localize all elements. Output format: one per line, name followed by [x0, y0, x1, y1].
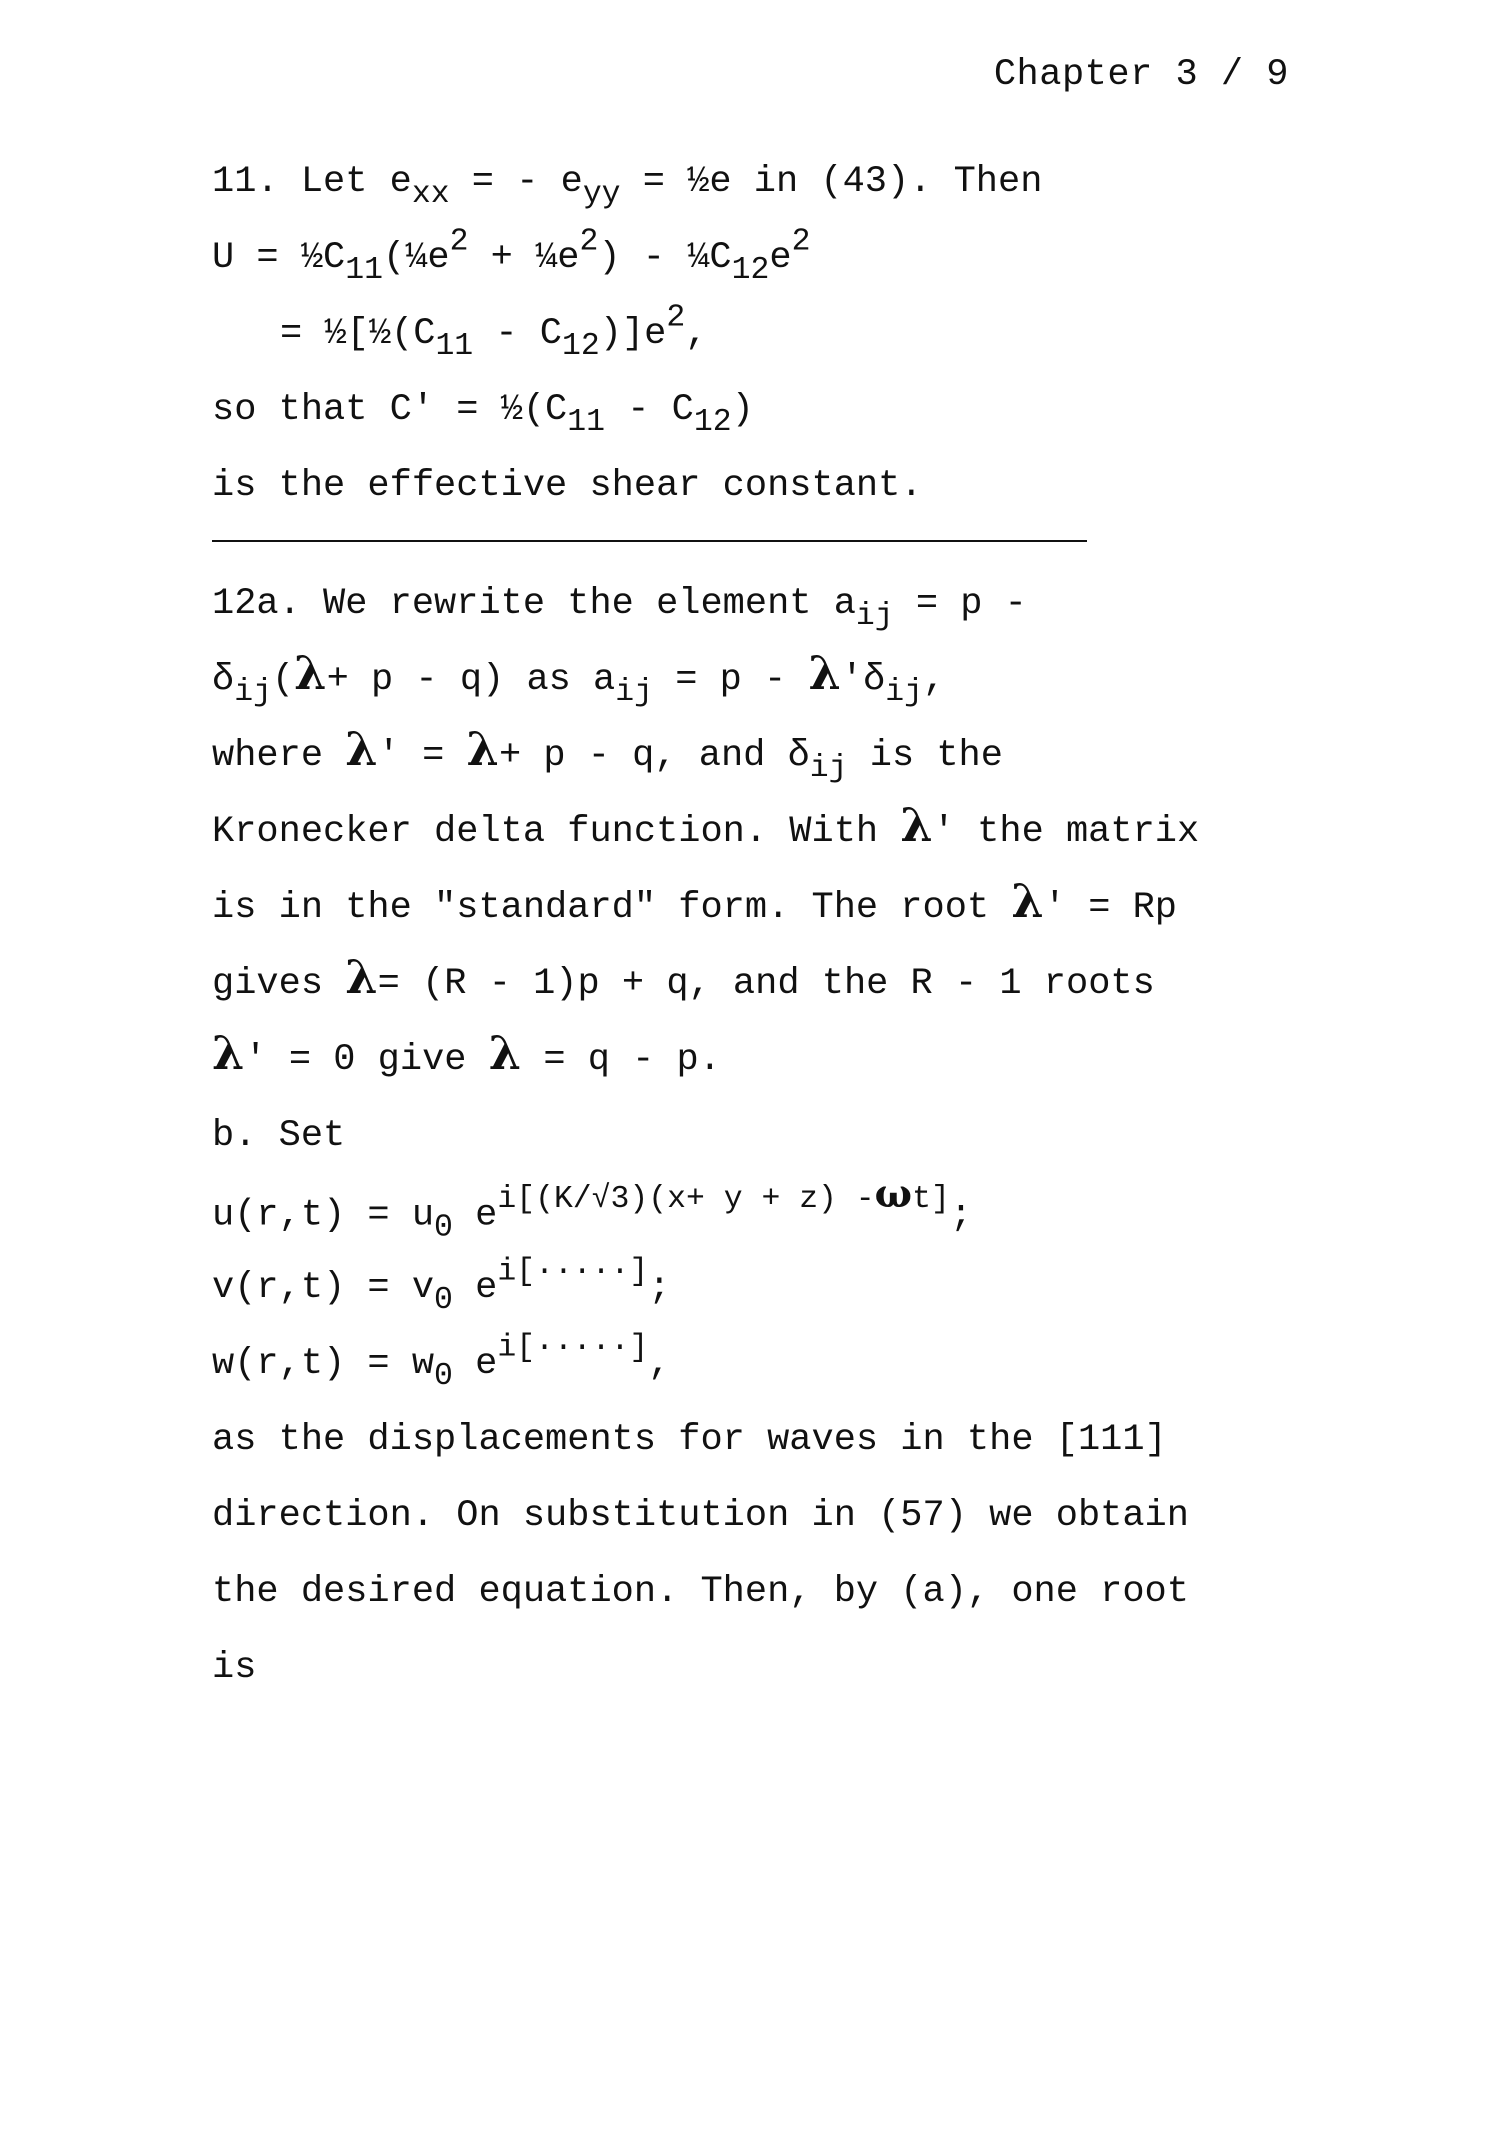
line-12-9: $u(r,t) = u_0$ $e^{i[(K/√3)(x+ y + z) -\omega t]}$; — [212, 1171, 973, 1246]
line-12-7: λ′ = 0 give λ = q - p. — [212, 1026, 721, 1081]
lambda-symbol: λ — [1011, 874, 1044, 928]
line-11-3: = $\frac{1}{2}[\frac{1}{2}(C_{11} - C_{12})]e^2$, — [280, 300, 708, 364]
lambda-symbol: λ — [345, 722, 378, 776]
line-12-1: 12a. We rewrite the element $a_{ij} = p$ - — [212, 583, 1027, 634]
line-12-8: b. Set — [212, 1115, 346, 1157]
line-12-6: gives λ= (R - 1)p + q, and the R - 1 roots — [212, 950, 1155, 1005]
lambda-symbol: λ — [488, 1026, 522, 1080]
lambda-symbol: λ — [212, 1026, 245, 1080]
line-12-3: where λ′ = λ+ p - q, and $\delta_{ij}$ is the — [212, 722, 1003, 786]
line-12-10: $v(r,t) = v_0$ $e^{i[\cdot\cdot\cdot\cdot\cdot]}$; — [212, 1254, 671, 1318]
line-12-12: as the displacements for waves in the [111] — [212, 1419, 1167, 1461]
line-11-1: 11. Let $e_{xx}$ = - $e_{yy}$ = ½e in (43). Then — [212, 161, 1043, 212]
lambda-symbol: λ — [345, 950, 378, 1004]
line-11-5: is the effective shear constant. — [212, 465, 923, 507]
line-12-2: $\delta_{ij}(\lambda+ p - q)$ as $a_{ij} = p - \lambda'\delta_{ij}$, — [212, 646, 946, 710]
chapter-page-header: Chapter 3 / 9 — [993, 54, 1289, 96]
lambda-symbol: λ — [900, 798, 933, 852]
line-12-4: Kronecker delta function. With λ′ the matrix — [212, 798, 1200, 853]
line-11-4: so that $C' = \frac{1}{2}(C_{11} - C_{12})$ — [212, 389, 754, 440]
lambda-symbol: λ — [294, 646, 327, 700]
line-12-13: direction. On substitution in (57) we obtain — [212, 1495, 1189, 1537]
lambda-symbol: λ — [808, 646, 841, 700]
line-12-14: the desired equation. Then, by (a), one root — [212, 1571, 1189, 1613]
line-12-15: is — [212, 1647, 257, 1689]
omega-symbol: ω — [874, 1171, 913, 1217]
section-divider — [212, 540, 1087, 542]
lambda-symbol: λ — [466, 722, 499, 776]
line-12-5: is in the "standard" form. The root λ′ = Rp — [212, 874, 1178, 929]
line-11-2: $U = \frac{1}{2}C_{11}(\frac{1}{4}e^2$ + $\frac{1}{4}e^2$) - $\frac{1}{4}C_{12}e^2$ — [212, 224, 811, 288]
line-12-11: $w(r,t) = w_0$ $e^{i[\cdot\cdot\cdot\cdot\cdot]}$, — [212, 1330, 671, 1394]
